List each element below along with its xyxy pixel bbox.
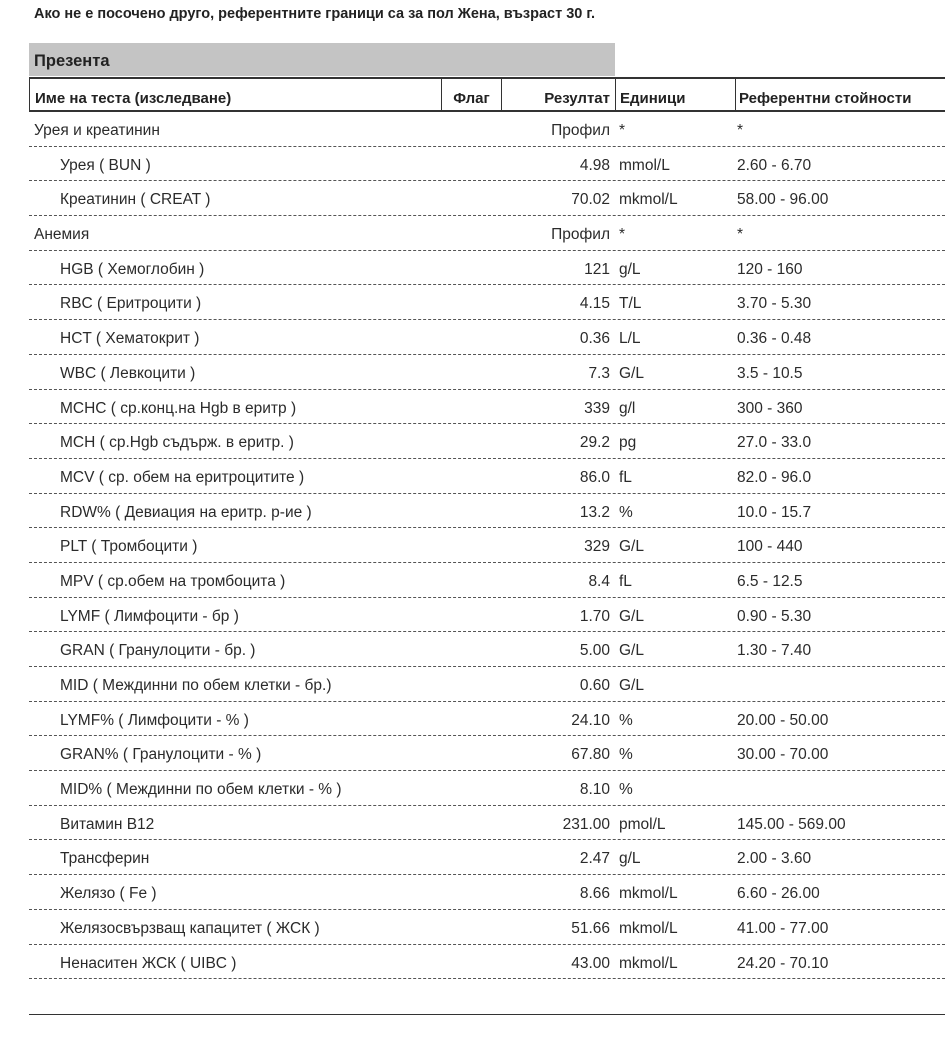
test-result: 7.3: [588, 364, 610, 382]
table-group-row: [29, 216, 945, 251]
test-reference: 20.00 - 50.00: [737, 711, 829, 729]
section-title: Презента: [29, 43, 615, 76]
test-name: Креатинин ( CREAT ): [60, 191, 211, 209]
test-unit: G/L: [619, 677, 644, 694]
header-flag: Флаг: [441, 79, 501, 110]
results-table: [29, 112, 945, 979]
test-name: RDW% ( Девиация на еритр. р-ие ): [60, 503, 312, 521]
test-unit: %: [619, 711, 633, 729]
table-row: [29, 771, 945, 806]
header-units: Единици: [615, 79, 735, 110]
table-row: [29, 355, 945, 390]
test-name: MCHC ( ср.конц.на Hgb в еритр ): [60, 399, 297, 417]
test-name: PLT ( Тромбоцити ): [60, 538, 198, 556]
test-name: Витамин B12: [60, 815, 155, 833]
header-name: Име на теста (изследване): [29, 79, 441, 110]
test-reference: *: [737, 226, 744, 244]
test-name: Желязо ( Fe ): [60, 885, 157, 903]
table-row: [29, 424, 945, 459]
test-unit: %: [619, 503, 633, 521]
test-reference: 3.5 - 10.5: [737, 364, 803, 382]
test-reference: 2.00 - 3.60: [737, 850, 812, 868]
test-reference: 10.0 - 15.7: [737, 503, 812, 521]
test-unit: pmol/L: [619, 815, 666, 833]
test-result: 70.02: [571, 191, 610, 209]
test-reference: 100 - 440: [737, 538, 803, 556]
test-reference: 30.00 - 70.00: [737, 746, 829, 764]
test-result: 0.36: [579, 330, 610, 348]
test-reference: *: [737, 122, 744, 139]
test-unit: *: [619, 226, 626, 244]
test-name: WBC ( Левкоцити ): [60, 364, 196, 382]
test-unit: L/L: [619, 330, 641, 348]
test-reference: 0.36 - 0.48: [737, 330, 812, 348]
test-name: GRAN ( Гранулоцити - бр. ): [60, 642, 256, 660]
test-result: 67.80: [571, 746, 610, 764]
table-row: [29, 598, 945, 633]
test-result: Профил: [551, 122, 610, 139]
test-result: 231.00: [562, 815, 610, 833]
test-result: 2.47: [579, 850, 610, 868]
table-row: [29, 251, 945, 286]
table-row: [29, 147, 945, 182]
test-name: Трансферин: [60, 850, 150, 868]
test-result: 43.00: [571, 954, 610, 972]
test-unit: fL: [619, 572, 632, 590]
test-name: LYMF ( Лимфоцити - бр ): [60, 607, 239, 625]
table-row: [29, 494, 945, 529]
reference-note: Ако не е посочено друго, референтните граници са за пол Жена, възраст 30 г.: [34, 6, 595, 22]
test-unit: mkmol/L: [619, 885, 678, 903]
test-reference: 58.00 - 96.00: [737, 191, 829, 209]
table-row: [29, 632, 945, 667]
test-reference: 41.00 - 77.00: [737, 919, 829, 937]
test-reference: 2.60 - 6.70: [737, 156, 812, 174]
test-result: 4.15: [579, 295, 610, 313]
table-row: [29, 945, 945, 980]
test-unit: G/L: [619, 607, 644, 625]
test-unit: g/L: [619, 260, 641, 278]
test-name: LYMF% ( Лимфоцити - % ): [60, 711, 249, 729]
test-unit: fL: [619, 468, 632, 486]
test-result: 24.10: [571, 711, 610, 729]
table-row: [29, 320, 945, 355]
test-name: Урея и креатинин: [34, 122, 160, 139]
test-reference: 6.5 - 12.5: [737, 572, 803, 590]
test-result: 0.60: [579, 677, 610, 694]
table-group-row: [29, 112, 945, 147]
test-name: Ненаситен ЖСК ( UIBC ): [60, 954, 237, 972]
test-unit: %: [619, 781, 633, 799]
test-reference: 82.0 - 96.0: [737, 468, 812, 486]
test-name: Анемия: [34, 226, 90, 244]
test-reference: 27.0 - 33.0: [737, 434, 812, 452]
table-row: [29, 910, 945, 945]
test-result: 29.2: [579, 434, 610, 452]
test-unit: mkmol/L: [619, 919, 678, 937]
test-result: 51.66: [571, 919, 610, 937]
test-result: Профил: [551, 226, 610, 244]
test-reference: 300 - 360: [737, 399, 803, 417]
test-name: MCH ( ср.Hgb съдърж. в еритр. ): [60, 434, 294, 452]
test-unit: mkmol/L: [619, 191, 678, 209]
test-reference: 1.30 - 7.40: [737, 642, 812, 660]
test-unit: mkmol/L: [619, 954, 678, 972]
test-name: MCV ( ср. обем на еритроцитите ): [60, 468, 305, 486]
bottom-divider: [29, 1014, 945, 1015]
test-name: HCT ( Хематокрит ): [60, 330, 200, 348]
test-result: 1.70: [579, 607, 610, 625]
test-name: MPV ( ср.обем на тромбоцита ): [60, 572, 286, 590]
test-unit: mmol/L: [619, 156, 670, 174]
test-unit: G/L: [619, 642, 644, 660]
test-result: 8.4: [588, 572, 610, 590]
test-result: 121: [584, 260, 610, 278]
test-unit: G/L: [619, 538, 644, 556]
test-reference: 145.00 - 569.00: [737, 815, 846, 833]
table-row: [29, 285, 945, 320]
header-result: Резултат: [501, 79, 615, 110]
test-result: 5.00: [579, 642, 610, 660]
test-reference: 6.60 - 26.00: [737, 885, 820, 903]
test-result: 4.98: [579, 156, 610, 174]
header-reference: Референтни стойности: [735, 79, 945, 110]
table-row: [29, 736, 945, 771]
test-reference: 0.90 - 5.30: [737, 607, 812, 625]
table-row: [29, 806, 945, 841]
test-result: 8.66: [579, 885, 610, 903]
test-unit: T/L: [619, 295, 642, 313]
test-name: Желязосвързващ капацитет ( ЖСК ): [60, 919, 320, 937]
test-result: 339: [584, 399, 610, 417]
table-row: [29, 459, 945, 494]
table-row: [29, 390, 945, 425]
test-name: RBC ( Еритроцити ): [60, 295, 202, 313]
table-row: [29, 840, 945, 875]
test-name: MID ( Междинни по обем клетки - бр.): [60, 677, 332, 694]
test-unit: g/l: [619, 399, 636, 417]
test-unit: *: [619, 122, 626, 139]
test-name: HGB ( Хемоглобин ): [60, 260, 205, 278]
test-unit: %: [619, 746, 633, 764]
table-row: [29, 667, 945, 702]
table-header: [29, 77, 945, 112]
test-reference: 24.20 - 70.10: [737, 954, 829, 972]
test-name: MID% ( Междинни по обем клетки - % ): [60, 781, 342, 799]
table-row: [29, 181, 945, 216]
test-reference: 3.70 - 5.30: [737, 295, 812, 313]
test-unit: g/L: [619, 850, 641, 868]
table-row: [29, 528, 945, 563]
test-result: 329: [584, 538, 610, 556]
test-unit: pg: [619, 434, 637, 452]
test-result: 13.2: [579, 503, 610, 521]
test-unit: G/L: [619, 364, 644, 382]
test-result: 8.10: [579, 781, 610, 799]
test-result: 86.0: [579, 468, 610, 486]
table-row: [29, 563, 945, 598]
test-name: GRAN% ( Гранулоцити - % ): [60, 746, 262, 764]
test-reference: 120 - 160: [737, 260, 803, 278]
test-name: Урея ( BUN ): [60, 156, 151, 174]
table-row: [29, 702, 945, 737]
table-row: [29, 875, 945, 910]
